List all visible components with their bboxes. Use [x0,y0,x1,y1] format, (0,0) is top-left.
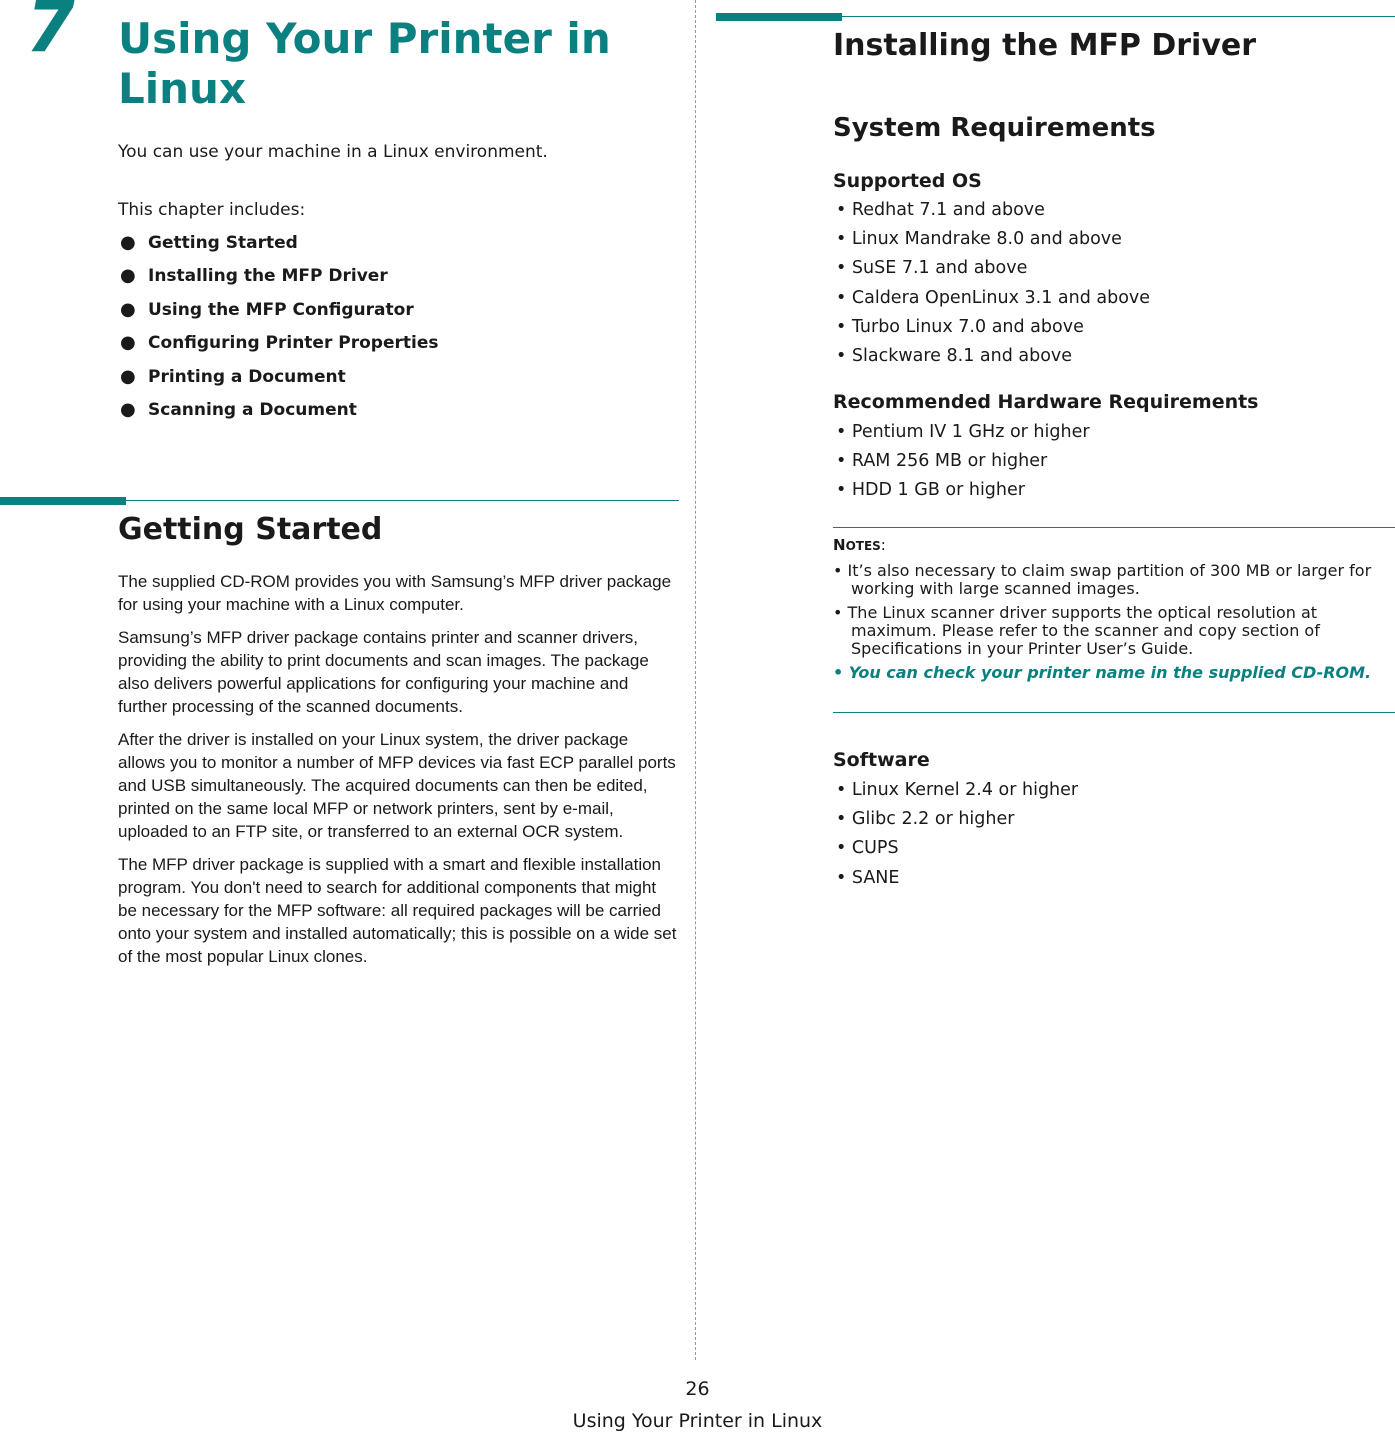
toc-item-label: Scanning a Document [148,399,357,420]
toc-item-getting-started[interactable] [118,231,438,264]
bullet-icon: ● [120,365,136,387]
toc-item-label: Printing a Document [148,366,346,387]
bullet-icon: ● [120,232,136,253]
list-item: • SANE [836,867,900,888]
toc-item-scanning[interactable] [118,398,438,431]
includes-label: This chapter includes: [118,200,306,220]
chapter-toc [118,231,438,431]
toc-item-label: Using the MFP Configurator [148,299,414,320]
hardware-requirements-heading: Recommended Hardware Requirements [833,391,1259,413]
section-rule [842,16,1395,17]
column-divider [695,0,696,1360]
note-item: • The Linux scanner driver supports the optical resolution at maximum. Please refer to the scanner and copy section of Specifications in your Printer User’s Guide. [833,603,1320,658]
list-item: • Pentium IV 1 GHz or higher [836,422,1090,442]
notes-box [833,527,1395,713]
bullet-icon: ● [120,298,136,320]
chapter-title: Using Your Printer in Linux [118,14,611,113]
software-list [836,776,1078,893]
paragraph: The supplied CD-ROM provides you with Samsung’s MFP driver package for using your machine with a Linux computer. [118,572,672,614]
toc-item-printer-properties[interactable] [118,331,438,364]
paragraph: After the driver is installed on your Linux system, the driver package allows you to monitor a number of MFP devices via fast ECP parallel ports and USB simultaneously. The acquired documents can then be edited, printed on the same local MFP or network printers, sent by e-mail, uploaded to an FTP site, or transferred to an external OCR system. [118,730,676,841]
installing-heading: Installing the MFP Driver [833,28,1257,63]
list-item: • SuSE 7.1 and above [836,258,1028,279]
supported-os-list [836,196,1150,371]
list-item: • RAM 256 MB or higher [836,451,1048,472]
notes-title-rest: OTES [845,539,881,553]
list-item: • Redhat 7.1 and above [836,200,1045,220]
toc-item-configurator[interactable] [118,298,438,331]
notes-title [833,536,886,554]
toc-item-installing[interactable] [118,264,438,297]
note-item: • It’s also necessary to claim swap partition of 300 MB or larger for working with large scanned images. [833,561,1372,598]
list-item: • Linux Mandrake 8.0 and above [836,229,1122,250]
toc-item-printing[interactable] [118,365,438,398]
getting-started-heading: Getting Started [118,512,383,547]
supported-os-heading: Supported OS [833,170,982,192]
list-item: • Slackware 8.1 and above [836,346,1073,367]
section-rule-accent [0,497,126,505]
list-item: • Turbo Linux 7.0 and above [836,316,1084,337]
list-item: • HDD 1 GB or higher [836,480,1025,501]
toc-item-label: Getting Started [148,233,298,253]
getting-started-body [118,570,678,978]
running-footer: Using Your Printer in Linux [572,1410,823,1432]
software-heading: Software [833,749,930,771]
list-item: • Linux Kernel 2.4 or higher [836,780,1079,800]
paragraph: The MFP driver package is supplied with a smart and flexible installation program. You don't need to search for additional components that might be necessary for the MFP software: all required packages will be carried onto your system and installed automatically; this is possible on a wide set of the most popular Linux clones. [118,855,677,966]
notes-title-colon: : [880,536,886,554]
notes-title-initial: N [833,536,846,554]
chapter-intro: You can use your machine in a Linux environment. [118,142,548,162]
section-rule-accent [716,13,842,21]
list-item: • Glibc 2.2 or higher [836,809,1015,830]
note-item-highlight: • You can check your printer name in the supplied CD-ROM. [833,663,1372,682]
list-item: • CUPS [836,838,899,859]
bullet-icon: ● [120,332,136,354]
page-number: 26 [685,1378,710,1400]
toc-item-label: Configuring Printer Properties [148,333,439,354]
bullet-icon: ● [120,265,136,287]
paragraph: Samsung’s MFP driver package contains printer and scanner drivers, providing the ability to print documents and scan images. The package also delivers powerful applications for configuring your machine and further processing of the scanned documents. [118,628,649,716]
toc-item-label: Installing the MFP Driver [148,266,388,287]
chapter-number: 7 [26,0,75,68]
system-requirements-heading: System Requirements [833,113,1156,143]
hardware-requirements-list [836,418,1090,506]
section-rule [126,500,679,501]
bullet-icon: ● [120,398,136,420]
list-item: • Caldera OpenLinux 3.1 and above [836,287,1151,308]
